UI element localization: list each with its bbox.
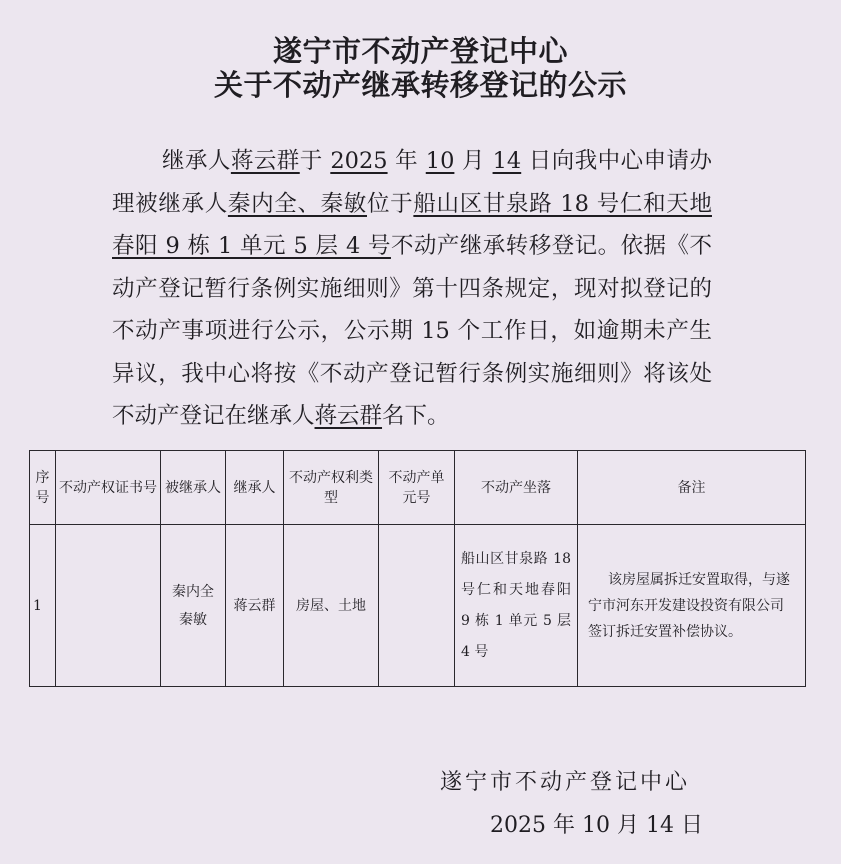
signature-org: 遂宁市不动产登记中心 (440, 770, 691, 795)
apply-day: 14 (492, 148, 522, 174)
table-header-row (30, 451, 806, 525)
header-heir: 继承人 (226, 451, 284, 525)
heir-name-2: 蒋云群 (314, 403, 383, 429)
header-location: 不动产坐落 (455, 451, 578, 525)
text-month: 月 (454, 148, 493, 174)
text-located: 位于 (367, 190, 414, 217)
signature-date: 2025 年 10 月 14 日 (490, 813, 703, 838)
note-text: 该房屋属拆迁安置取得，与遂宁市河东开发建设投资有限公司签订拆迁安置补偿协议。 (588, 571, 790, 640)
registration-table (29, 450, 806, 687)
cell-unit-no (379, 525, 455, 687)
deceased-names: 秦内全、秦敏 (227, 190, 367, 217)
apply-month: 10 (425, 148, 455, 174)
cell-note (578, 525, 806, 687)
cell-heir: 蒋云群 (226, 525, 284, 687)
text-main: 不动产继承转移登记。依据《不动产登记暂行条例实施细则》第十四条规定，现对拟登记的不动产事项进行公示，公示期 15 个工作日，如逾期未产生异议，我中心将按《不动产登记暂行条例实施细则》将该处不动产登记在继承人 (112, 233, 712, 429)
text-end: 名下。 (382, 403, 450, 429)
title-line-1: 遂宁市不动产登记中心 (272, 34, 568, 68)
table-row (30, 525, 806, 687)
cell-right-type: 房屋、土地 (284, 525, 379, 687)
cell-no: 1 (30, 525, 56, 687)
header-unit-no: 不动产单元号 (379, 451, 455, 525)
header-note: 备注 (578, 451, 806, 525)
deceased-1: 秦内全 (172, 583, 214, 600)
cell-cert (56, 525, 161, 687)
text-heir-prefix: 继承人 (162, 148, 231, 174)
header-deceased: 被继承人 (161, 451, 226, 525)
text-on: 于 (299, 148, 331, 174)
text-apply: 日向我中心申请办理被继承人 (112, 148, 712, 217)
header-cert: 不动产权证书号 (56, 451, 161, 525)
heir-name: 蒋云群 (230, 148, 300, 174)
notice-paragraph (112, 140, 712, 438)
text-year: 年 (387, 148, 426, 174)
cell-location: 船山区甘泉路 18 号仁和天地春阳 9 栋 1 单元 5 层 4 号 (455, 525, 578, 687)
title-line-2: 关于不动产继承转移登记的公示 (213, 68, 627, 102)
header-no: 序号 (30, 451, 56, 525)
notice-body (112, 140, 712, 438)
apply-year: 2025 (330, 148, 388, 174)
header-right-type: 不动产权利类型 (284, 451, 379, 525)
cell-deceased (161, 525, 226, 687)
deceased-2: 秦敏 (179, 611, 207, 628)
property-address: 船山区甘泉路 18 号仁和天地春阳 9 栋 1 单元 5 层 4 号 (112, 190, 712, 259)
